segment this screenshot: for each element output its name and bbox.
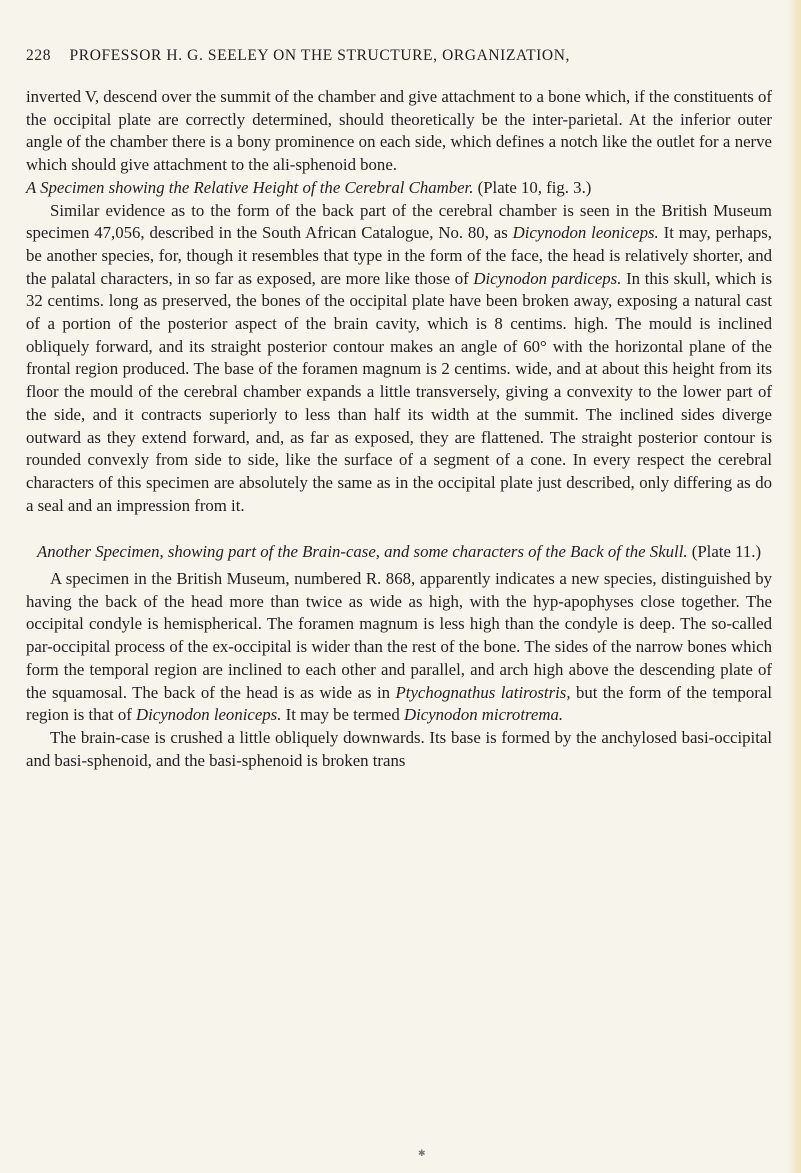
page-edge [787, 0, 801, 1173]
paragraph-brain-case [26, 568, 772, 727]
paragraph-continued: inverted V, descend over the summit of the chamber and give attachment to a bone which, if the constituents of the occipital plate are correctly determined, should theoretically be the inter-parietal. At the inferior outer angle of the chamber there is a bony prominence on each side, which defines a notch like the outlet for a nerve which should give attachment to the ali-sphenoid bone. [26, 87, 772, 175]
taxon-name: Dicynodon leoniceps. [136, 705, 282, 725]
section-heading-brain-case [26, 541, 772, 564]
paragraph-relative-height [26, 200, 772, 518]
plate-reference: (Plate 10, fig. 3.) [477, 177, 592, 197]
page-number: 228 [26, 47, 52, 64]
plate-reference: (Plate 11.) [691, 542, 762, 562]
taxon-name: Ptychognathus latirostris, [395, 682, 571, 702]
printer-mark-icon: ✱ [418, 1148, 426, 1158]
paragraph-text: It may, perhaps, be another species, for, though it resembles that type in the form of the face, the head is relatively shorter, and the palatal characters, in so far as exposed, are more like those of [26, 223, 773, 288]
paragraph-text: A specimen in the British Museum, numbered R. 868, apparently indicates a new species, distinguished by having the back of the head more than twice as wide as high, with the hyp-apophyses close together. The occipital condyle is hemispherical. The foramen magnum is less high than the condyle is deep. The so-called par-occipital process of the ex-occipital is wider than the rest of the bone. The sides of the narrow bones which form the temporal region are inclined to each other and parallel, and arch high above the descending plate of the squamosal. The back of the head is as wide as in [26, 569, 772, 702]
running-header [26, 47, 781, 65]
paragraph-text: but the form of the temporal region is that of [26, 682, 772, 725]
taxon-name: Dicynodon leoniceps. [512, 223, 659, 243]
running-title: PROFESSOR H. G. SEELEY ON THE STRUCTURE, ORGANIZATION, [69, 47, 570, 64]
paragraph-text: In this skull, which is 32 centims. long as preserved, the bones of the occipital plate have been broken away, exposing a natural cast of a portion of the posterior aspect of the brain cavity, which is 8 centims. high. The mould is inclined obliquely forward, and its straight posterior contour makes an angle of 60° with the horizontal plane of the frontal region produced. The base of the foramen magnum is 2 centims. wide, and at about this height from its floor the mould of the cerebral chamber expands a little transversely, giving a convexity to the lower part of the side, and it contracts superiorly to less than half its width at the summit. The inclined sides diverge outward as they extend forward, and, as far as exposed, they are flattened. The straight posterior contour is rounded convexly from side to side, like the surface of a segment of a cone. In every respect the cerebral characters of this specimen are absolutely the same as in the occipital plate just described, only differing as do a seal and an impression from it. [26, 268, 772, 515]
paragraph-text: Similar evidence as to the form of the back part of the cerebral chamber is seen in the British Museum specimen 47,056, described in the South African Catalogue, No. 80, as [26, 200, 772, 243]
section-heading-relative-height [26, 177, 772, 200]
section-heading-title: A Specimen showing the Relative Height of the Cerebral Chamber. [26, 177, 474, 197]
taxon-name: Dicynodon microtrema. [403, 705, 564, 725]
paragraph-text: It may be termed [281, 705, 404, 725]
paragraph-brain-case-continued: The brain-case is crushed a little obliquely downwards. Its base is formed by the anchylosed basi-occipital and basi-sphenoid, and the basi-sphenoid is broken trans [26, 727, 772, 770]
page-body [26, 86, 772, 772]
section-heading-title: Another Specimen, showing part of the Brain-case, and some characters of the Back of the Skull. [36, 542, 688, 562]
taxon-name: Dicynodon pardiceps. [473, 268, 622, 288]
